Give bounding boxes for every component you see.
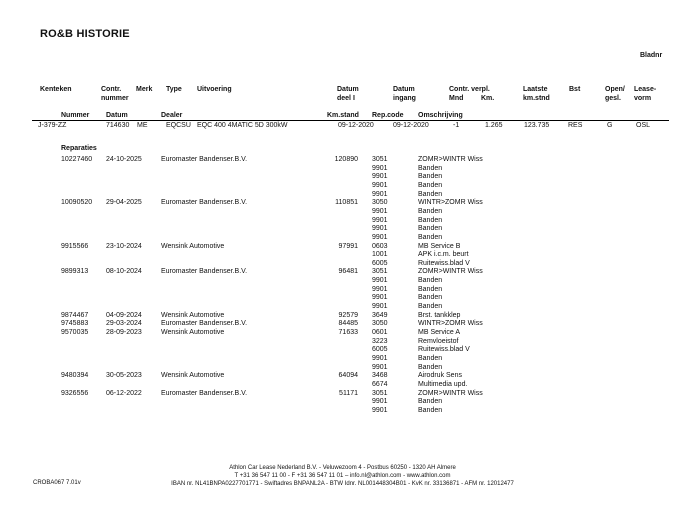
repair-kmstand: 110851 <box>335 199 358 207</box>
repair-line-code: 9901 <box>372 294 388 302</box>
repair-line-description: Airodruk Sens <box>418 372 462 380</box>
repair-dealer: Wensink Automotive <box>161 311 225 319</box>
col-bst: Bst <box>569 86 581 93</box>
repair-datum: 24-10-2025 <box>106 156 142 163</box>
repair-line-description: Banden <box>418 181 443 189</box>
col-open-gesl: Open/ gesl. <box>605 86 625 102</box>
repair-line-code: 6005 <box>372 346 388 354</box>
vehicle-datum-ingang: 09-12-2020 <box>393 122 429 129</box>
repair-line-code: 0603 <box>372 242 388 250</box>
repair-line-code: 9901 <box>372 164 388 172</box>
document-code: CROBA067 7.01v <box>33 480 81 486</box>
repair-line-code: 3051 <box>372 389 388 397</box>
col-km: Km. <box>481 95 495 102</box>
col-datum: Datum <box>106 112 128 119</box>
repair-datum: 08-10-2024 <box>106 268 142 276</box>
repair-line-description: Multimedia upd. <box>418 380 468 388</box>
footer-legal: IBAN nr. NL41BNPA0227701771 - Swiftadres BNPANL2A - BTW Idnr. NL001448304B01 - KvK nr. 33136871 - AFM nr. 12012477 <box>171 481 514 487</box>
repair-kmstand: 64094 <box>338 372 358 380</box>
repair-line-description: ZOMR>WINTR Wiss <box>418 389 483 397</box>
repair-line-description: Banden <box>418 190 443 198</box>
repair-datum: 29-04-2025 <box>106 199 142 207</box>
col-contr-verpl: Contr. verpl. Mnd <box>449 86 490 102</box>
repair-datum: 23-10-2024 <box>106 242 142 250</box>
col-contr-nummer: Contr. nummer <box>101 86 129 102</box>
repair-kmstand: 84485 <box>338 320 358 328</box>
repair-line-description: Ruitewiss.blad V <box>418 259 470 267</box>
repair-datum: 29-03-2024 <box>106 320 142 328</box>
repair-dealer: Euromaster Bandenser.B.V. <box>161 320 248 328</box>
repair-line-description: Banden <box>418 294 443 302</box>
vehicle-laatste-kmstnd: 123.735 <box>524 122 550 129</box>
repair-datum: 04-09-2024 <box>106 311 142 319</box>
repair-line-code: 9901 <box>372 181 388 189</box>
repair-kmstand: 71633 <box>338 329 358 336</box>
repair-line-code: 9901 <box>372 190 388 198</box>
repair-line-code: 1001 <box>372 251 388 259</box>
repair-line-description: Banden <box>418 207 443 215</box>
repair-line-code: 9901 <box>372 233 388 241</box>
repair-datum: 30-05-2023 <box>106 372 142 380</box>
repair-line-description: Banden <box>418 216 443 224</box>
repair-nummer: 9874467 <box>61 311 89 319</box>
col-merk: Merk <box>136 86 153 93</box>
section-reparaties: Reparaties <box>61 145 97 152</box>
repair-line-description: APK i.c.m. beurt <box>418 251 469 259</box>
repair-line-code: 9901 <box>372 207 388 215</box>
col-kmstand: Km.stand <box>327 112 359 119</box>
repair-line-description: Banden <box>418 354 443 362</box>
col-lease-vorm: Lease- vorm <box>634 86 657 102</box>
repair-line-description: Banden <box>418 398 443 406</box>
vehicle-uitvoering: EQC 400 4MATIC 5D 300kW <box>197 122 288 129</box>
repair-nummer: 9745883 <box>61 320 89 328</box>
repair-dealer: Wensink Automotive <box>161 329 225 336</box>
repair-line-code: 3468 <box>372 372 388 380</box>
repair-line-description: WINTR>ZOMR Wiss <box>418 199 483 207</box>
col-uitvoering: Uitvoering <box>197 86 232 93</box>
repair-dealer: Euromaster Bandenser.B.V. <box>161 389 248 397</box>
col-nummer: Nummer <box>61 112 90 119</box>
repair-nummer: 9915566 <box>61 242 89 250</box>
repair-line-code: 3649 <box>372 311 388 319</box>
repair-kmstand: 120890 <box>334 156 358 163</box>
footer-contact: T +31 36 547 11 00 - F +31 36 547 11 01 – info.nl@athlon.com - www.athlon.com <box>234 473 451 479</box>
repair-line-description: MB Service A <box>418 329 461 336</box>
footer-address: Athlon Car Lease Nederland B.V. - Veluwezoom 4 - Postbus 60250 - 1320 AH Almere <box>229 465 456 471</box>
repair-line-code: 9901 <box>372 303 388 311</box>
vehicle-type: EQCSU <box>166 122 191 129</box>
col-datum-deel1: Datum deel I <box>337 86 359 102</box>
repair-line-code: 9901 <box>372 216 388 224</box>
vehicle-mnd: -1 <box>453 122 460 129</box>
repair-kmstand: 51171 <box>339 389 358 397</box>
repair-line-code: 0601 <box>372 329 388 336</box>
repair-line-code: 3223 <box>372 337 388 345</box>
repair-line-description: ZOMR>WINTR Wiss <box>418 268 483 276</box>
repair-kmstand: 97991 <box>338 242 358 250</box>
vehicle-km: 1.265 <box>485 122 503 129</box>
repair-line-code: 3050 <box>372 320 388 328</box>
repair-nummer: 10227460 <box>61 156 93 163</box>
repair-dealer: Euromaster Bandenser.B.V. <box>161 156 248 163</box>
repair-kmstand: 92579 <box>338 311 358 319</box>
vehicle-datum-deel1: 09-12-2020 <box>338 122 374 129</box>
vehicle-bst: RES <box>568 122 583 129</box>
repair-line-code: 6674 <box>372 380 388 388</box>
repair-line-code: 9901 <box>372 363 388 371</box>
repair-datum: 28-09-2023 <box>106 329 142 336</box>
repair-line-code: 3051 <box>372 156 388 163</box>
repair-nummer: 9570035 <box>61 329 89 336</box>
repair-line-code: 9901 <box>372 398 388 406</box>
col-type: Type <box>166 86 182 93</box>
repair-line-code: 9901 <box>372 285 388 293</box>
repair-line-description: Banden <box>418 285 443 293</box>
col-omschrijving: Omschrijving <box>418 112 463 119</box>
repair-dealer: Wensink Automotive <box>161 372 225 380</box>
repair-line-description: Banden <box>418 164 443 172</box>
page-number-label: Bladnr <box>640 52 663 59</box>
vehicle-open-gesl: G <box>607 122 613 129</box>
repair-line-description: ZOMR>WINTR Wiss <box>418 156 483 163</box>
vehicle-kenteken: J-379-ZZ <box>38 122 67 129</box>
repair-datum: 06-12-2022 <box>106 389 142 397</box>
repair-dealer: Euromaster Bandenser.B.V. <box>161 199 248 207</box>
repair-line-code: 9901 <box>372 406 388 414</box>
repair-nummer: 9899313 <box>61 268 89 276</box>
vehicle-merk: ME <box>137 122 148 129</box>
repair-kmstand: 96481 <box>338 268 358 276</box>
repair-nummer: 9480394 <box>61 372 89 380</box>
col-dealer: Dealer <box>161 112 183 119</box>
col-kenteken: Kenteken <box>40 86 72 93</box>
repair-line-description: Banden <box>418 233 443 241</box>
repair-line-description: Banden <box>418 173 443 181</box>
repair-line-description: Banden <box>418 406 443 414</box>
col-datum-ingang: Datum ingang <box>393 86 416 102</box>
repair-line-description: MB Service B <box>418 242 461 250</box>
repair-line-description: Banden <box>418 303 443 311</box>
repair-line-description: Banden <box>418 225 443 233</box>
repair-line-code: 9901 <box>372 277 388 285</box>
repair-dealer: Wensink Automotive <box>161 242 225 250</box>
repair-line-code: 9901 <box>372 173 388 181</box>
repair-line-code: 9901 <box>372 354 388 362</box>
vehicle-lease-vorm: OSL <box>636 122 651 129</box>
repair-line-description: Brst. tankklep <box>418 311 461 319</box>
repair-line-description: Banden <box>418 277 443 285</box>
repair-line-code: 6005 <box>372 259 388 267</box>
repair-nummer: 10090520 <box>61 199 93 207</box>
repair-line-description: Remvloeistof <box>418 337 459 345</box>
repair-nummer: 9326556 <box>61 389 89 397</box>
repair-line-code: 3050 <box>372 199 388 207</box>
col-laatste-kmstnd: Laatste km.stnd <box>523 86 550 102</box>
repair-line-description: Banden <box>418 363 443 371</box>
col-repcode: Rep.code <box>372 112 404 119</box>
repair-line-description: Ruitewiss.blad V <box>418 346 470 354</box>
vehicle-contr-nummer: 714630 <box>106 122 130 129</box>
repair-line-code: 3051 <box>372 268 388 276</box>
repair-line-description: WINTR>ZOMR Wiss <box>418 320 483 328</box>
repair-dealer: Euromaster Bandenser.B.V. <box>161 268 248 276</box>
repair-line-code: 9901 <box>372 225 388 233</box>
document-title: RO&B HISTORIE <box>40 28 130 40</box>
